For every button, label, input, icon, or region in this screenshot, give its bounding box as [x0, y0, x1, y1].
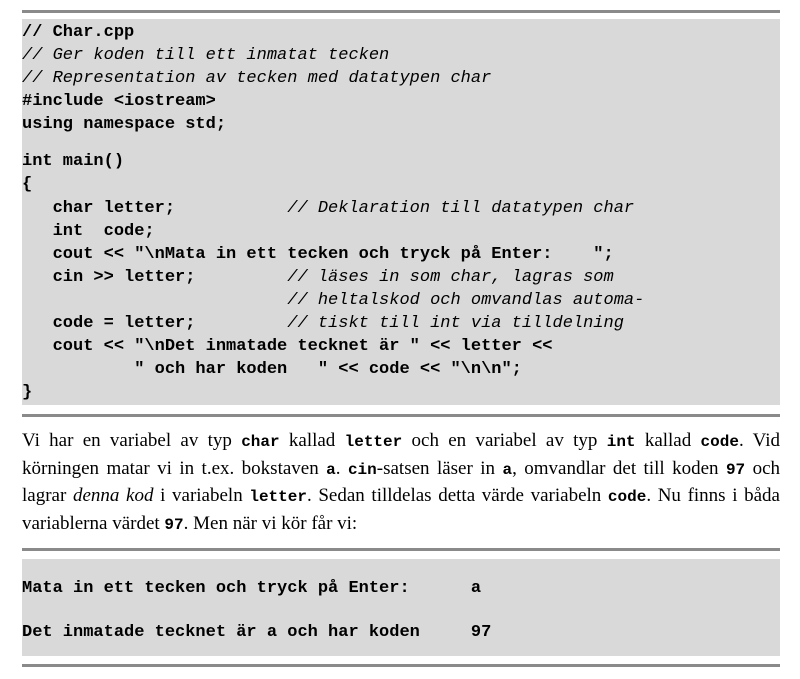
inline-code: letter [344, 433, 403, 451]
inline-code: char [241, 433, 280, 451]
emphasis: denna kod [72, 485, 154, 506]
code-line: int code; [22, 222, 155, 241]
code-comment: // Representation av tecken med datatypen char [22, 69, 492, 88]
inline-code: 97 [164, 515, 184, 534]
code-line: " och har koden " << code << "\n\n"; [22, 360, 522, 379]
code-comment: // Ger koden till ett inmatat tecken [22, 46, 390, 65]
code-comment: // heltalskod och omvandlas automa- [22, 291, 645, 310]
prose-text: Vi har en variabel av typ [22, 430, 242, 451]
prose-text: . Vid körningen matar vi in t.ex. bokstaven [22, 430, 781, 479]
prose-text: och en variabel av typ [402, 430, 607, 451]
code-line: } [22, 383, 33, 402]
inline-code: code [700, 433, 739, 451]
prose-text: . [335, 457, 348, 479]
output-line: Mata in ett tecken och tryck på Enter: a [22, 579, 482, 598]
code-comment: // Deklaration till datatypen char [287, 199, 635, 218]
code-line: cout << "\nDet inmatade tecknet är " << letter << [22, 337, 553, 356]
bottom-rule [22, 664, 780, 667]
inline-code: letter [249, 488, 307, 506]
code-text: char letter; [22, 199, 288, 218]
inline-code: a [326, 460, 336, 479]
inline-code: int [606, 433, 636, 451]
prose-text: -satsen läser in [376, 457, 503, 479]
code-line: { [22, 175, 33, 194]
inline-code: cin [347, 460, 377, 479]
code-line [22, 312, 624, 335]
code-line: #include <iostream> [22, 92, 216, 111]
code-line: cout << "\nMata in ett tecken och tryck på Enter: "; [22, 245, 614, 264]
body-paragraph [22, 428, 780, 538]
output-top-rule [22, 548, 780, 551]
prose-text: . Men när vi kör får vi: [183, 512, 358, 534]
prose-text: . Nu finns i båda variablerna värdet [22, 485, 780, 534]
code-listing [22, 19, 780, 405]
code-comment: // tiskt till int via tilldelning [287, 314, 624, 333]
code-line: using namespace std; [22, 115, 227, 134]
code-line [22, 266, 614, 289]
code-comment: // läses in som char, lagras som [287, 268, 614, 287]
prose-text: , omvandlar det till koden [512, 457, 726, 479]
prose-text: i variabeln [153, 485, 250, 506]
prose-text: . Sedan tilldelas detta värde variabeln [306, 485, 608, 506]
program-output [22, 559, 780, 656]
output-line: Det inmatade tecknet är a och har koden 97 [22, 623, 492, 642]
prose-text: kallad [279, 430, 345, 451]
code-line [22, 197, 634, 220]
code-line: // Char.cpp [22, 23, 135, 42]
code-line: int main() [22, 152, 125, 171]
inline-code: 97 [725, 460, 746, 479]
prose-text: och lagrar [22, 457, 781, 506]
prose-text: kallad [635, 430, 701, 451]
code-text: code = letter; [22, 314, 288, 333]
inline-code: a [502, 460, 513, 479]
middle-rule [22, 414, 780, 417]
top-rule [22, 10, 780, 13]
inline-code: code [607, 488, 647, 506]
code-text: cin >> letter; [22, 268, 288, 287]
